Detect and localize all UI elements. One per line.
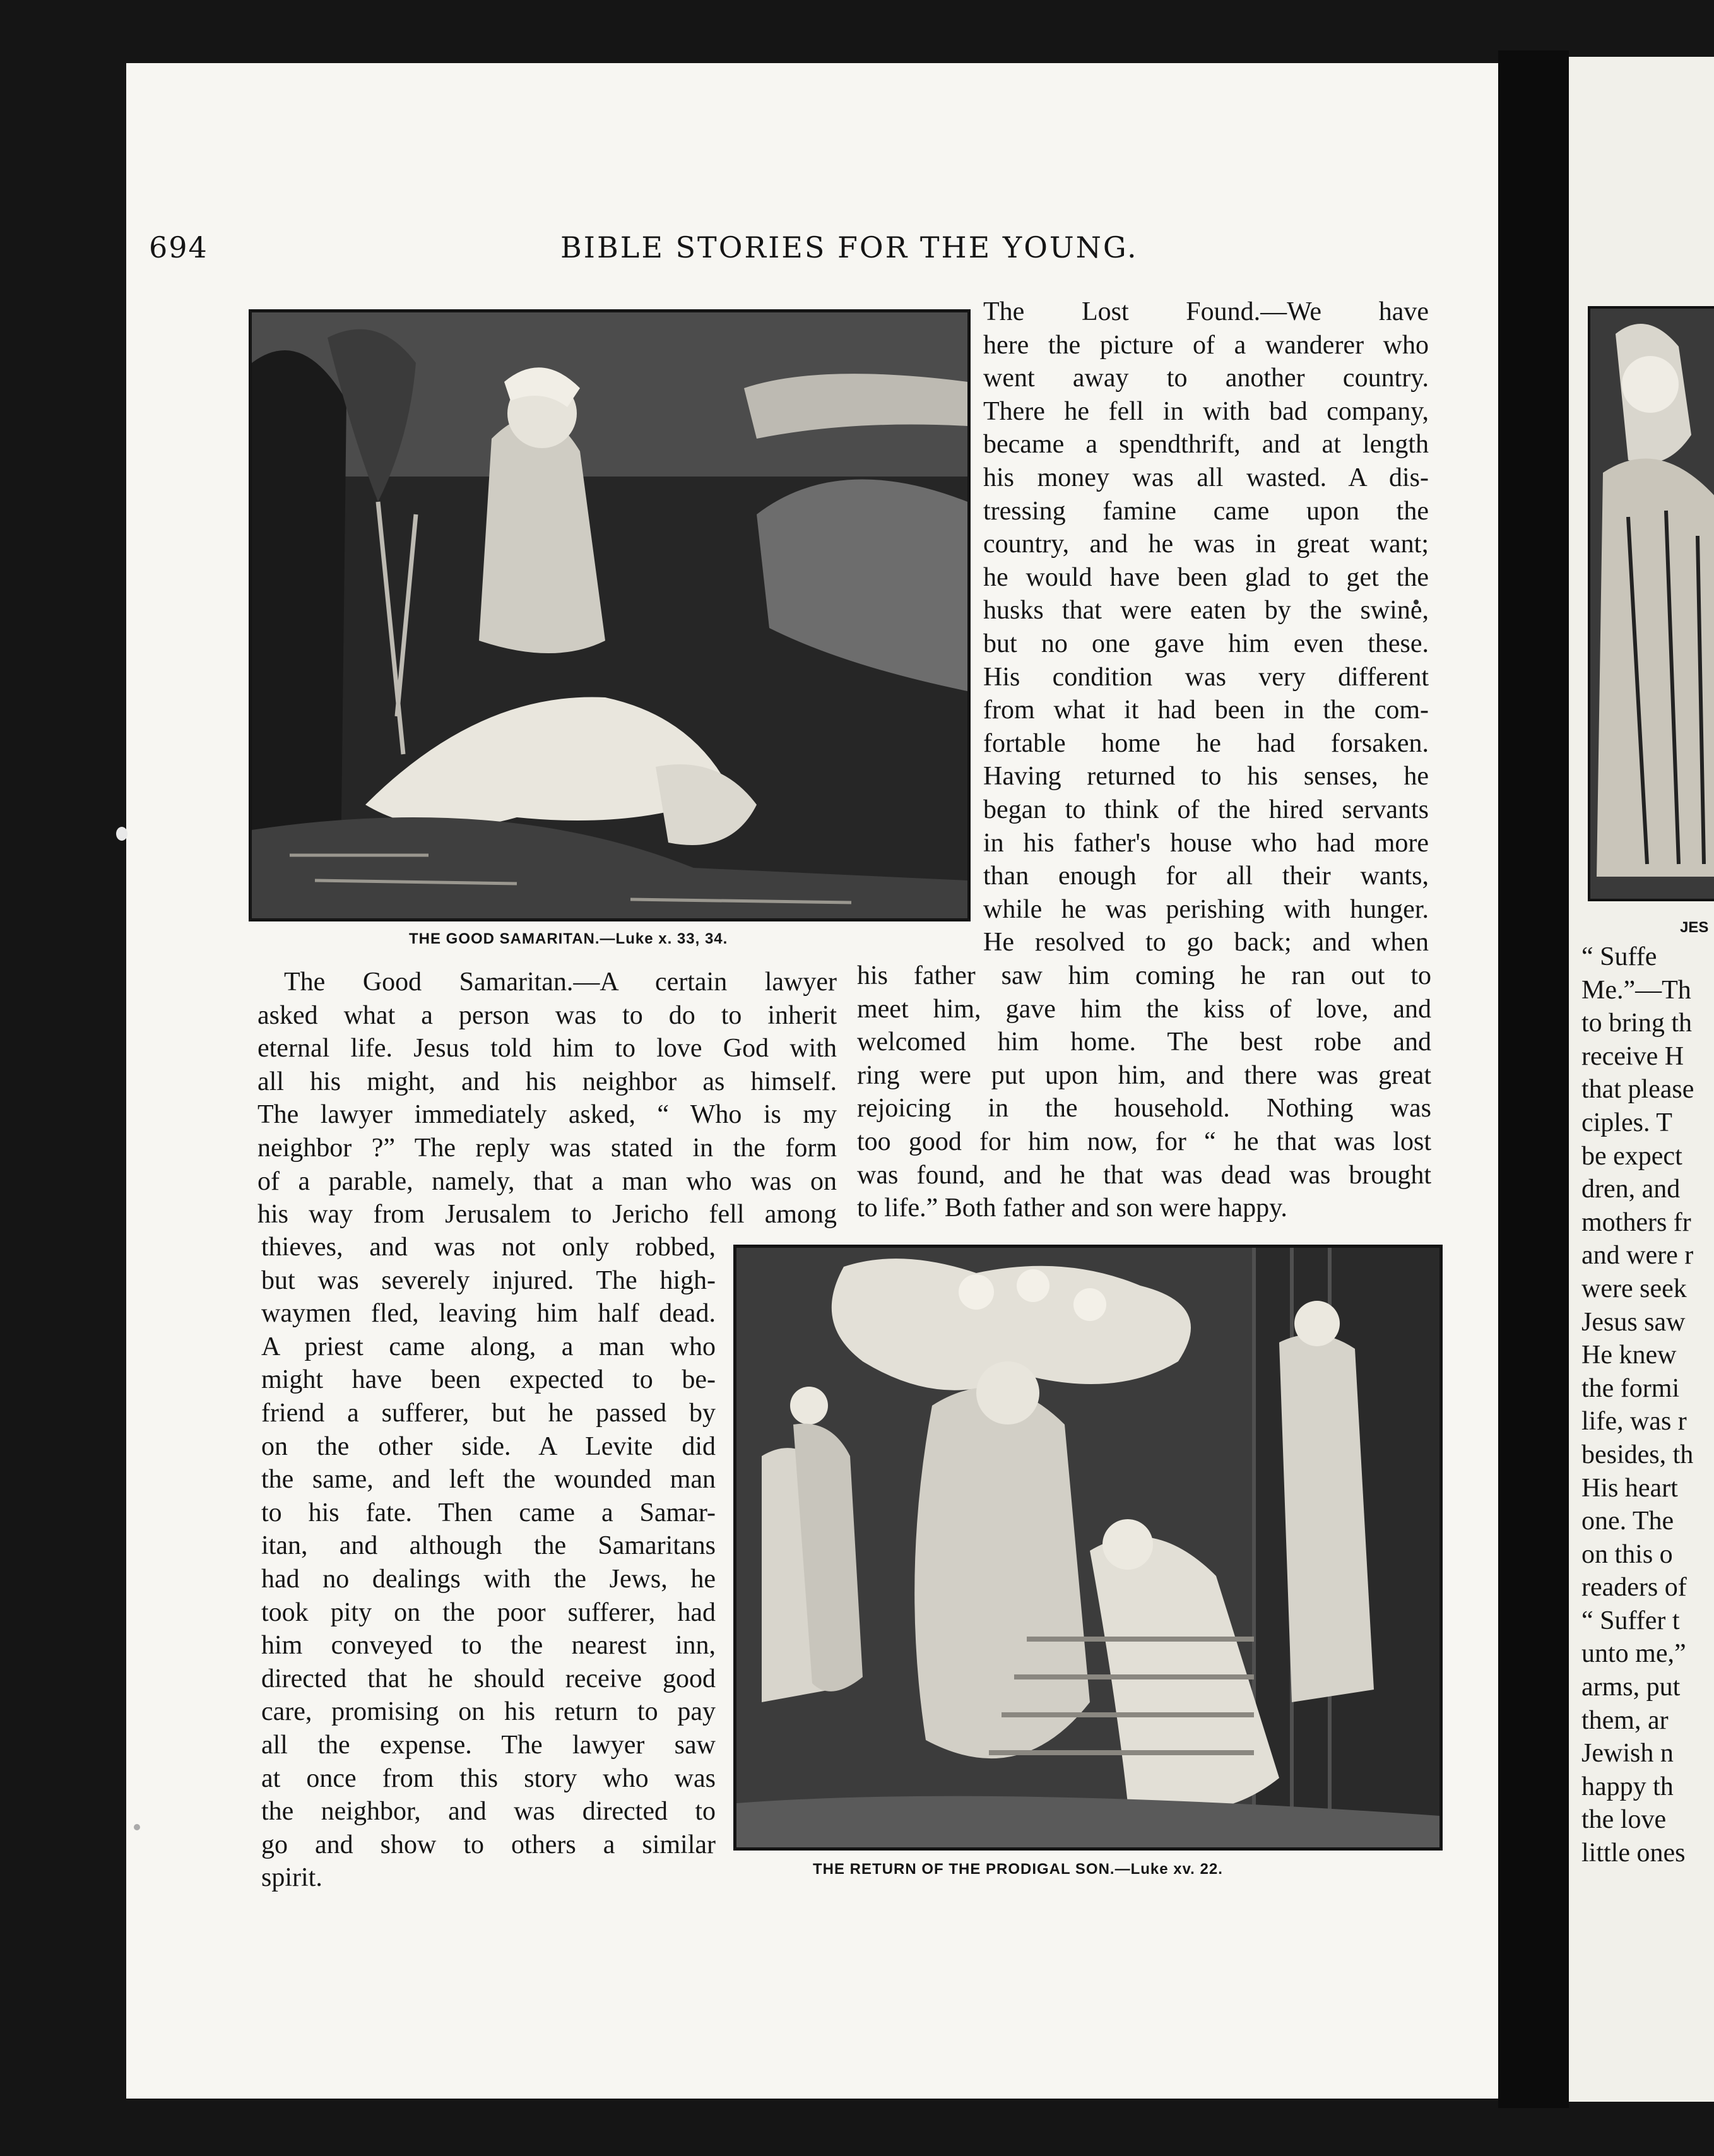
- text-line: The Good Samaritan.—A certain lawyer: [284, 968, 837, 997]
- text-line: on the other side. A Levite did: [261, 1431, 716, 1461]
- text-line: the formi: [1581, 1373, 1680, 1403]
- text-line: “ Suffer t: [1581, 1606, 1680, 1635]
- text-line: them, ar: [1581, 1705, 1669, 1735]
- text-line: happy th: [1581, 1772, 1674, 1801]
- text-line: Me.”—Th: [1581, 975, 1691, 1005]
- text-line: His condition was very different: [983, 662, 1429, 692]
- text-line: receive H: [1581, 1041, 1684, 1071]
- text-line: little ones: [1581, 1839, 1686, 1868]
- text-line: Jewish n: [1581, 1739, 1674, 1768]
- text-line: the neighbor, and was directed to: [261, 1797, 716, 1827]
- right-page-illustration: [1588, 306, 1714, 901]
- text-line: to bring th: [1581, 1009, 1692, 1038]
- text-line: ring were put upon him, and there was great: [857, 1060, 1431, 1090]
- prodigal-son-caption: THE RETURN OF THE PRODIGAL SON.—Luke xv. 22.: [813, 1861, 1223, 1878]
- good-samaritan-caption: THE GOOD SAMARITAN.—Luke x. 33, 34.: [409, 930, 728, 947]
- text-line: that please: [1581, 1075, 1694, 1105]
- text-line: became a spendthrift, and at length: [983, 430, 1429, 459]
- text-line: took pity on the poor sufferer, had: [261, 1597, 716, 1627]
- text-line: but was severely injured. The high-: [261, 1265, 716, 1295]
- text-line: eternal life. Jesus told him to love God with: [257, 1034, 837, 1063]
- scan-speck: [116, 827, 127, 841]
- right-engraving: [1590, 309, 1714, 899]
- text-line: from what it had been in the com-: [983, 696, 1429, 725]
- text-line: in his father's house who had more: [983, 828, 1429, 858]
- text-line: unto me,”: [1581, 1639, 1686, 1669]
- text-line: go and show to others a similar: [261, 1830, 716, 1859]
- text-line: were seek: [1581, 1274, 1687, 1303]
- right-page-caption: JES: [1680, 919, 1709, 936]
- text-line: The Lost Found.—We have: [983, 297, 1429, 326]
- text-line: might have been expected to be-: [261, 1365, 716, 1395]
- text-line: arms, put: [1581, 1673, 1681, 1702]
- page-number: 694: [149, 230, 208, 264]
- text-line: to life.” Both father and son were happy.: [857, 1194, 1287, 1223]
- text-line: rejoicing in the household. Nothing was: [857, 1094, 1431, 1123]
- good-samaritan-continuation: [261, 1231, 716, 1895]
- text-line: care, promising on his return to pay: [261, 1697, 716, 1727]
- text-line: went away to another country.: [983, 364, 1429, 393]
- text-line: neighbor ?” The reply was stated in the form: [257, 1133, 837, 1163]
- text-line: ciples. T: [1581, 1108, 1672, 1137]
- text-line: welcomed him home. The best robe and: [857, 1028, 1431, 1057]
- text-line: The lawyer immediately asked, “ Who is my: [257, 1100, 837, 1130]
- text-line: he would have been glad to get the: [983, 562, 1429, 592]
- text-line: had no dealings with the Jews, he: [261, 1564, 716, 1594]
- text-line: meet him, gave him the kiss of love, and: [857, 994, 1431, 1024]
- text-line: while he was perishing with hunger.: [983, 894, 1429, 924]
- text-line: He knew: [1581, 1341, 1677, 1370]
- text-line: A priest came along, a man who: [261, 1332, 716, 1361]
- text-line: There he fell in with bad company,: [983, 396, 1429, 426]
- text-line: besides, th: [1581, 1440, 1694, 1469]
- text-line: on this o: [1581, 1539, 1673, 1569]
- prodigal-son-illustration: [733, 1245, 1443, 1851]
- text-line: too good for him now, for “ he that was lost: [857, 1127, 1431, 1156]
- text-line: all his might, and his neighbor as himself.: [257, 1067, 837, 1096]
- text-line: itan, and although the Samaritans: [261, 1531, 716, 1561]
- text-line: here the picture of a wanderer who: [983, 330, 1429, 360]
- text-line: but no one gave him even these.: [983, 629, 1429, 658]
- text-line: readers of: [1581, 1573, 1687, 1602]
- text-line: directed that he should receive good: [261, 1664, 716, 1693]
- text-line: one. The: [1581, 1507, 1674, 1536]
- text-line: tressing famine came upon the: [983, 496, 1429, 526]
- page-title: BIBLE STORIES FOR THE YOUNG.: [560, 230, 1138, 264]
- text-line: His heart: [1581, 1473, 1678, 1503]
- text-line: was found, and he that was dead was brought: [857, 1160, 1431, 1190]
- text-line: thieves, and was not only robbed,: [261, 1233, 716, 1262]
- good-samaritan-paragraph: [257, 966, 837, 1231]
- text-line: husks that were eaten by the swine,: [983, 596, 1429, 625]
- book-gutter: [1498, 50, 1569, 2108]
- text-line: dren, and: [1581, 1175, 1681, 1204]
- text-line: friend a sufferer, but he passed by: [261, 1398, 716, 1428]
- text-line: spirit.: [261, 1863, 322, 1893]
- text-line: him conveyed to the nearest inn,: [261, 1631, 716, 1661]
- lost-found-continuation: [857, 959, 1431, 1225]
- text-line: “ Suffe: [1581, 942, 1657, 971]
- text-line: Jesus saw: [1581, 1307, 1686, 1337]
- good-samaritan-illustration: [249, 309, 971, 921]
- scan-speck: [134, 1824, 140, 1830]
- text-line: of a parable, namely, that a man who was on: [257, 1166, 837, 1196]
- text-line: and were r: [1581, 1241, 1694, 1270]
- text-line: mothers fr: [1581, 1207, 1691, 1237]
- right-page-column: [1581, 940, 1694, 1870]
- text-line: country, and he was in great want;: [983, 530, 1429, 559]
- text-line: life, was r: [1581, 1407, 1687, 1436]
- text-line: his way from Jerusalem to Jericho fell among: [257, 1200, 837, 1229]
- text-line: his money was all wasted. A dis-: [983, 463, 1429, 492]
- text-line: to his fate. Then came a Samar-: [261, 1498, 716, 1527]
- text-line: fortable home he had forsaken.: [983, 728, 1429, 758]
- text-line: the same, and left the wounded man: [261, 1465, 716, 1495]
- text-line: the love: [1581, 1805, 1667, 1835]
- text-line: waymen fled, leaving him half dead.: [261, 1299, 716, 1329]
- running-head: [149, 230, 1197, 275]
- text-line: his father saw him coming he ran out to: [857, 961, 1431, 990]
- text-line: all the expense. The lawyer saw: [261, 1730, 716, 1760]
- text-line: He resolved to go back; and when: [983, 928, 1429, 957]
- text-line: than enough for all their wants,: [983, 862, 1429, 891]
- text-line: began to think of the hired servants: [983, 795, 1429, 824]
- text-line: asked what a person was to do to inherit: [257, 1000, 837, 1030]
- lost-found-paragraph: [983, 295, 1429, 959]
- text-line: at once from this story who was: [261, 1763, 716, 1793]
- text-line: Having returned to his senses, he: [983, 762, 1429, 791]
- text-line: be expect: [1581, 1141, 1682, 1171]
